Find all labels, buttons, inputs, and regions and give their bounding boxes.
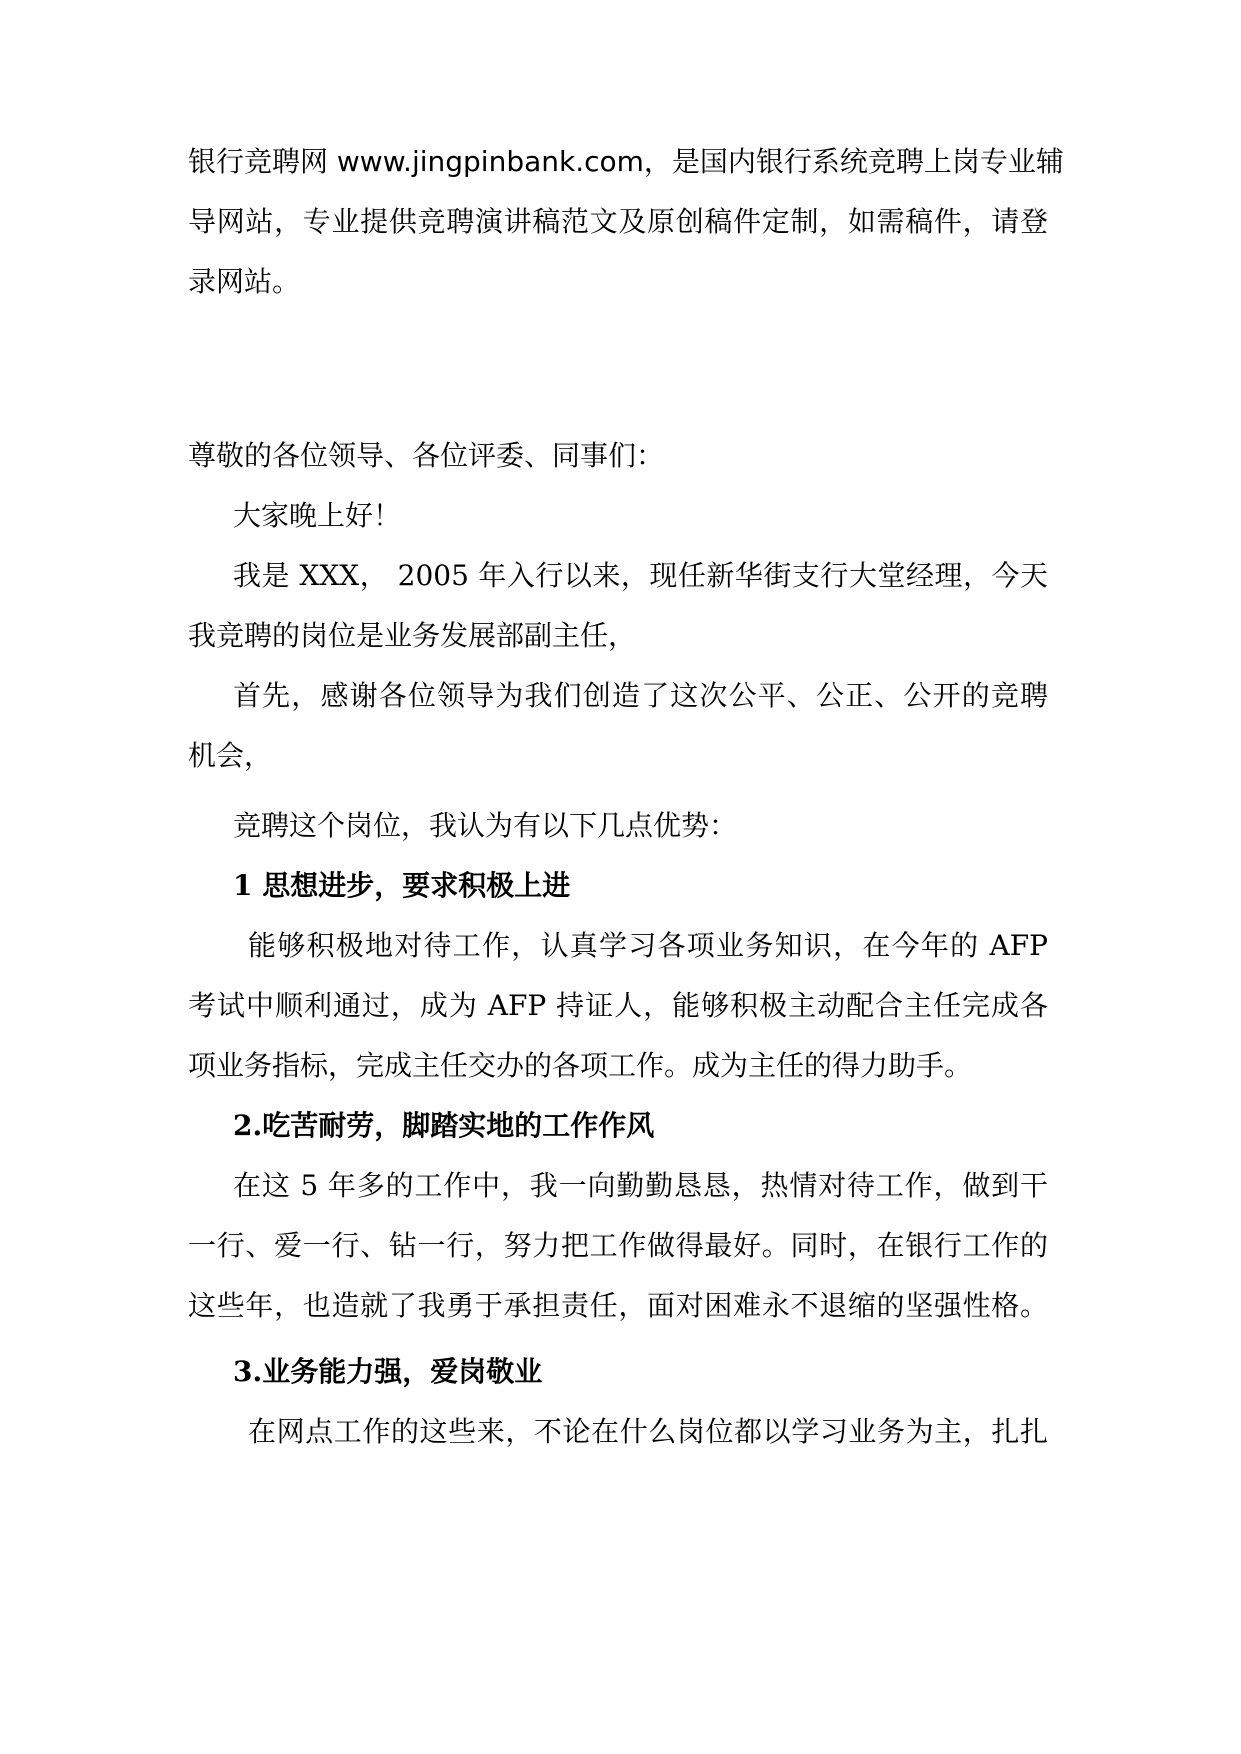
intro-line-1 bbox=[188, 130, 1064, 194]
intro-url: www.jingpinbank.com bbox=[336, 145, 644, 178]
intro-line-3: 录网站。 bbox=[188, 265, 301, 298]
intro-site-name: 银行竞聘网 bbox=[188, 145, 337, 178]
paragraph-3: 竞聘这个岗位，我认为有以下几点优势： bbox=[233, 809, 738, 842]
intro-line-2: 导网站，专业提供竞聘演讲稿范文及原创稿件定制，如需稿件，请登 bbox=[188, 205, 1048, 238]
intro-line-1-rest: ，是国内银行系统竞聘上岗专业辅 bbox=[643, 145, 1064, 178]
heading-3: 3.业务能力强，爱岗敬业 bbox=[233, 1355, 543, 1388]
greeting: 大家晚上好！ bbox=[233, 499, 402, 532]
section-1-line-2: 考试中顺利通过，成为 AFP 持证人，能够积极主动配合主任完成各 bbox=[188, 989, 1048, 1022]
section-3-line-1: 在网点工作的这些来，不论在什么岗位都以学习业务为主，扎扎 bbox=[248, 1415, 1048, 1448]
section-1-line-3: 项业务指标，完成主任交办的各项工作。成为主任的得力助手。 bbox=[188, 1049, 973, 1082]
paragraph-1-line-1: 我是 XXX， 2005 年入行以来，现任新华街支行大堂经理，今天 bbox=[233, 559, 1048, 592]
paragraph-2-line-1: 首先，感谢各位领导为我们创造了这次公平、公正、公开的竞聘 bbox=[233, 679, 1048, 712]
paragraph-1-line-2: 我竞聘的岗位是业务发展部副主任， bbox=[188, 619, 637, 652]
heading-2: 2.吃苦耐劳，脚踏实地的工作作风 bbox=[233, 1109, 655, 1142]
heading-1: 1 思想进步，要求积极上进 bbox=[233, 869, 571, 902]
section-2-line-3: 这些年，也造就了我勇于承担责任，面对困难永不退缩的坚强性格。 bbox=[188, 1289, 1048, 1322]
section-2-line-1: 在这 5 年多的工作中，我一向勤勤恳恳，热情对待工作，做到干 bbox=[233, 1169, 1048, 1202]
salutation: 尊敬的各位领导、各位评委、同事们： bbox=[188, 439, 665, 472]
section-1-line-1: 能够积极地对待工作，认真学习各项业务知识，在今年的 AFP bbox=[248, 929, 1048, 962]
paragraph-2-line-2: 机会， bbox=[188, 739, 273, 772]
section-2-line-2: 一行、爱一行、钻一行，努力把工作做得最好。同时，在银行工作的 bbox=[188, 1229, 1048, 1262]
